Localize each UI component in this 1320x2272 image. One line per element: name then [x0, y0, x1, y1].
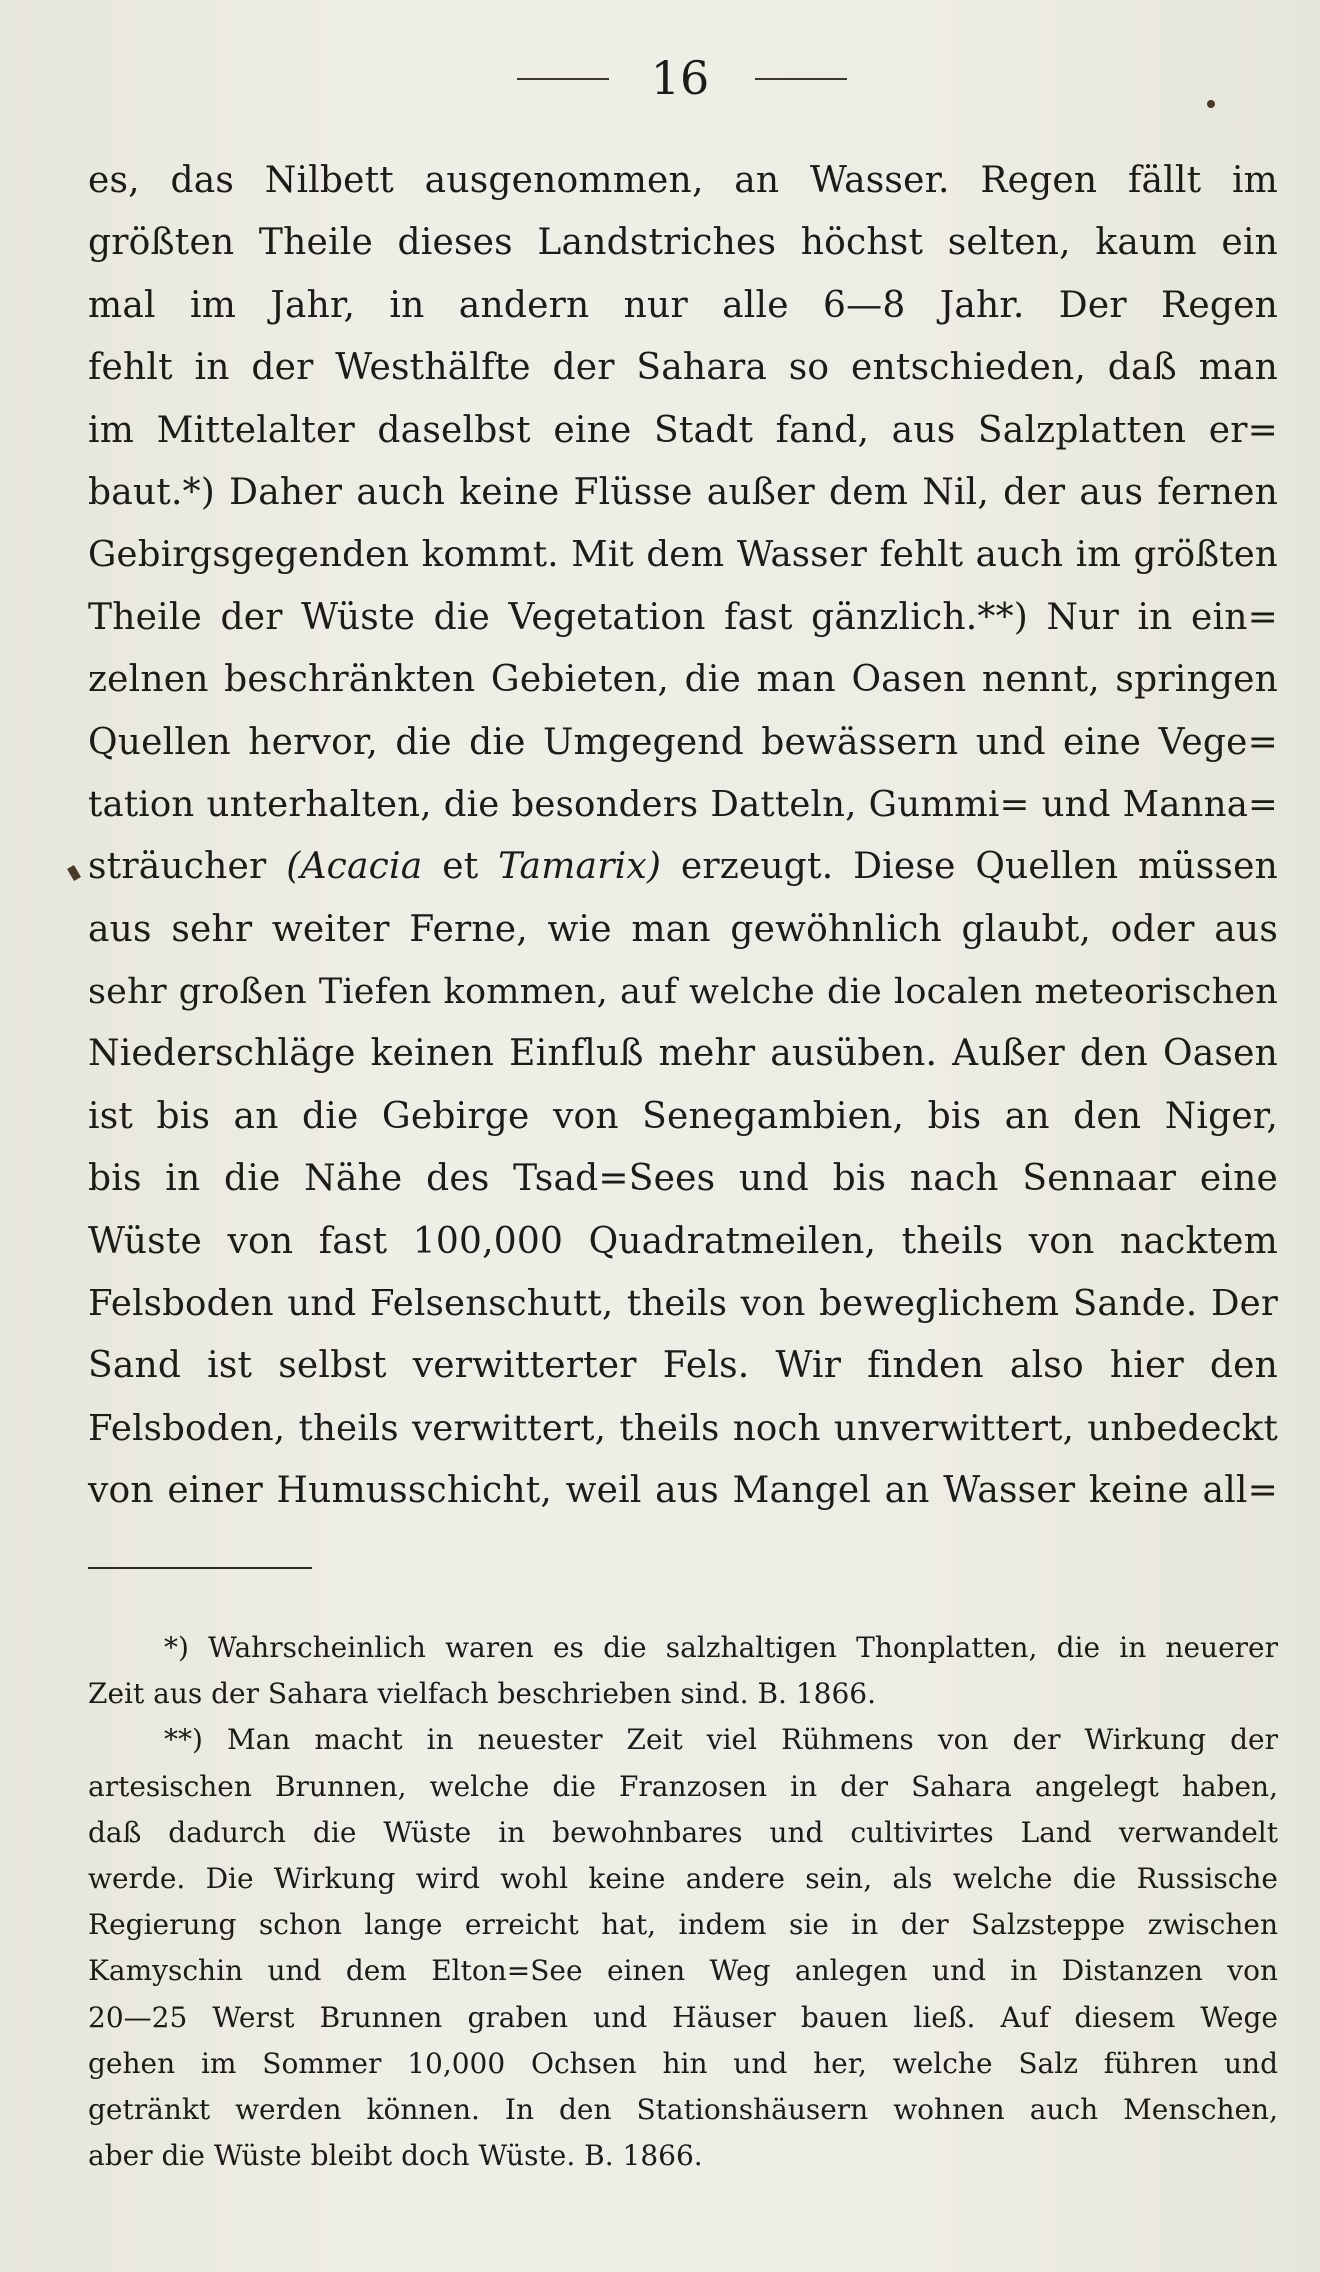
footnote-line: gehen im Sommer 10,000 Ochsen hin und her, welche Salz führen und [88, 2046, 1278, 2080]
text-fragment: et [422, 846, 499, 888]
text-line: im Mittelalter daselbst eine Stadt fand, aus Salzplatten er= [88, 409, 1278, 451]
text-line: mal im Jahr, in andern nur alle 6—8 Jahr. Der Regen [88, 284, 1278, 326]
text-line: Wüste von fast 100,000 Quadratmeilen, theils von nacktem [88, 1220, 1278, 1262]
text-line: fehlt in der Westhälfte der Sahara so entschieden, daß man [88, 347, 1278, 389]
text-line: bis in die Nähe des Tsad=Sees und bis nach Sennaar eine [88, 1158, 1278, 1200]
page-header [0, 48, 1320, 108]
page-number: 16 [650, 51, 710, 105]
footnote-line: Zeit aus der Sahara vielfach beschrieben sind. B. 1866. [88, 1677, 876, 1711]
footnote-divider [88, 1567, 312, 1569]
margin-mark [67, 865, 81, 881]
text-line: sehr großen Tiefen kommen, auf welche die localen meteorischen [88, 972, 1278, 1013]
footnote-line: werde. Die Wirkung wird wohl keine andere sein, als welche die Russische [88, 1861, 1278, 1895]
text-line-with-latin [88, 836, 1278, 898]
text-line: Felsboden und Felsenschutt, theils von beweglichem Sande. Der [88, 1283, 1278, 1325]
footnote-line: *) Wahrscheinlich waren es die salzhaltigen Thonplatten, die in neuerer [164, 1631, 1278, 1664]
text-line: Niederschläge keinen Einfluß mehr ausüben. Außer den Oasen [88, 1033, 1278, 1075]
footnote-line: getränkt werden können. In den Stationshäusern wohnen auch Menschen, [88, 2092, 1278, 2126]
text-line: größten Theile dieses Landstriches höchst selten, kaum ein [88, 222, 1278, 264]
footnotes [88, 1625, 1278, 2179]
footnote-line: Kamyschin und dem Elton=See einen Weg anlegen und in Distanzen von [88, 1954, 1278, 1988]
text-fragment: erzeugt. Diese Quellen müssen [661, 846, 1278, 888]
footnote-line: aber die Wüste bleibt doch Wüste. B. 1866. [88, 2139, 703, 2173]
text-line: baut.*) Daher auch keine Flüsse außer dem Nil, der aus fernen [88, 471, 1278, 513]
footnote-line: artesischen Brunnen, welche die Franzosen in der Sahara angelegt haben, [88, 1769, 1278, 1803]
header-rule-right [755, 78, 847, 80]
text-line: zelnen beschränkten Gebieten, die man Oasen nennt, springen [88, 659, 1278, 701]
text-line: Felsboden, theils verwittert, theils noch unverwittert, unbedeckt [88, 1407, 1278, 1449]
text-line: es, das Nilbett ausgenommen, an Wasser. Regen fällt im [88, 160, 1278, 201]
text-line: Theile der Wüste die Vegetation fast gänzlich.**) Nur in ein= [88, 596, 1278, 638]
text-line: Gebirgsgegenden kommt. Mit dem Wasser fehlt auch im größten [88, 534, 1278, 576]
text-fragment: sträucher [88, 846, 287, 888]
text-line: ist bis an die Gebirge von Senegambien, bis an den Niger, [88, 1095, 1278, 1137]
text-line: von einer Humusschicht, weil aus Mangel an Wasser keine all= [88, 1470, 1278, 1512]
latin-name: (Acacia [286, 846, 423, 888]
latin-name: Tamarix) [498, 846, 662, 888]
footnote-line: 20—25 Werst Brunnen graben und Häuser bauen ließ. Auf diesem Wege [88, 2000, 1278, 2034]
ink-speck [1207, 100, 1215, 108]
text-line: Sand ist selbst verwitterter Fels. Wir finden also hier den [88, 1345, 1278, 1387]
footnote-line: **) Man macht in neuester Zeit viel Rühmens von der Wirkung der [164, 1723, 1278, 1757]
footnote-line: Regierung schon lange erreicht hat, indem sie in der Salzsteppe zwischen [88, 1908, 1278, 1942]
text-line: Quellen hervor, die die Umgegend bewässern und eine Vege= [88, 721, 1278, 763]
text-line: aus sehr weiter Ferne, wie man gewöhnlich glaubt, oder aus [88, 908, 1278, 950]
text-line: tation unterhalten, die besonders Datteln, Gummi= und Manna= [88, 783, 1278, 825]
footnote-line: daß dadurch die Wüste in bewohnbares und cultivirtes Land verwandelt [88, 1815, 1278, 1849]
main-text [88, 150, 1278, 1523]
header-rule-left [517, 78, 609, 80]
